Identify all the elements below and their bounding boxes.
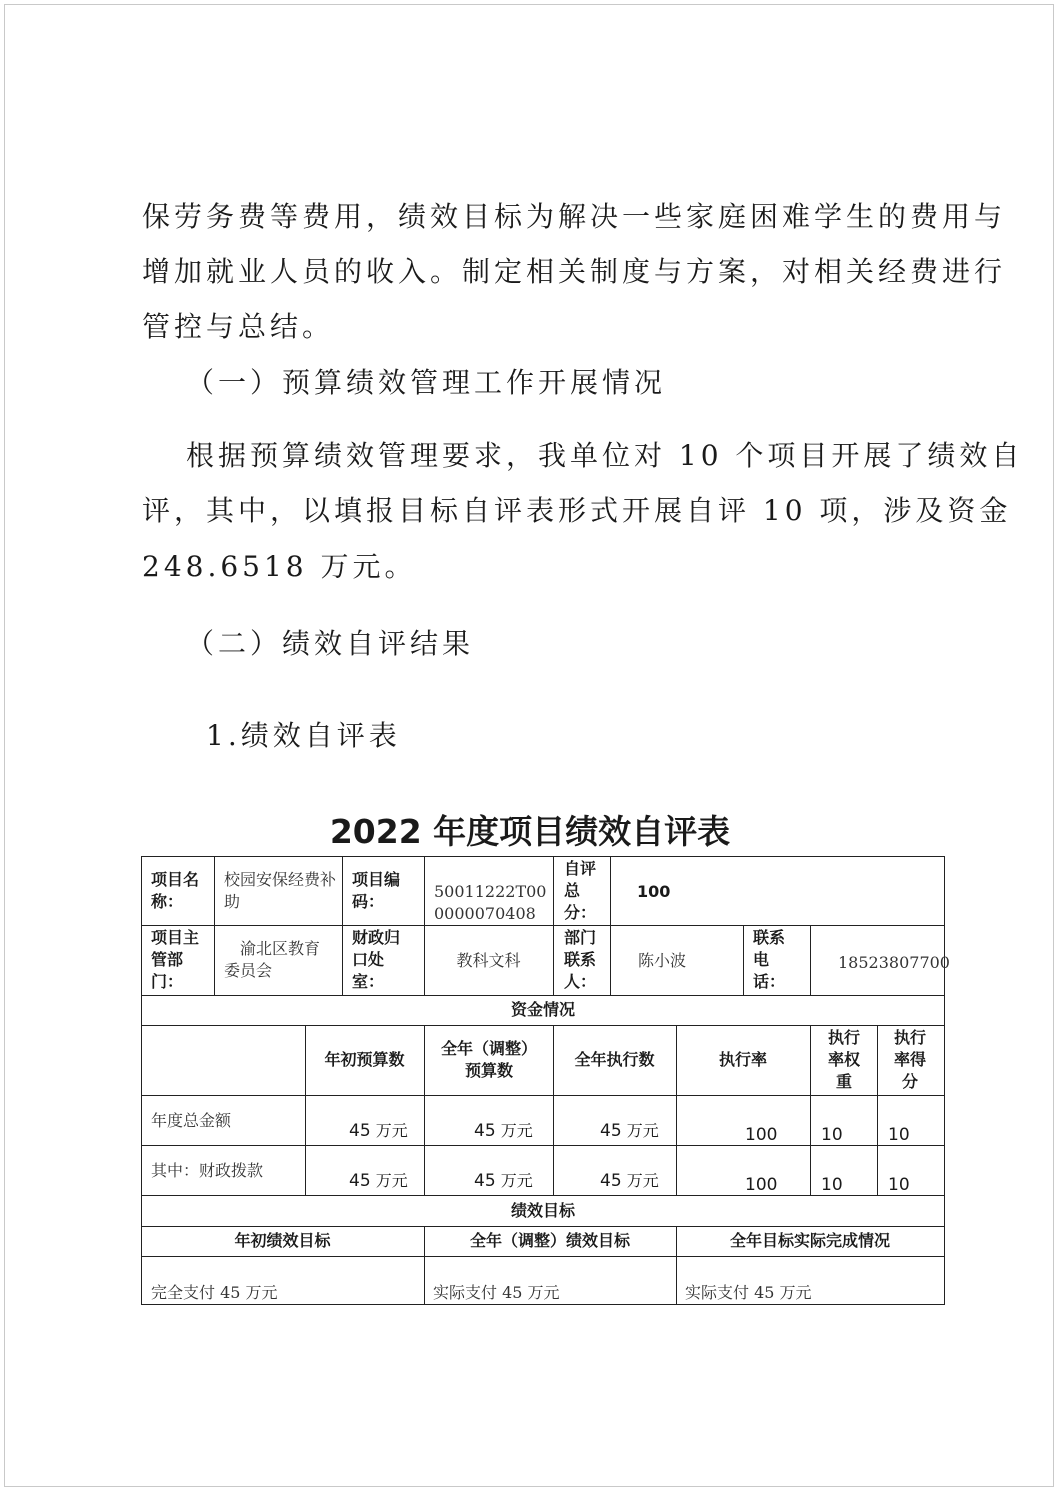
row-label-fiscal: 其中：财政拨款 <box>151 1161 264 1180</box>
goals-header: 绩效目标 <box>510 1201 575 1220</box>
rate-score-fiscal: 10 <box>888 1175 910 1195</box>
execution-rate-total: 100 <box>745 1125 778 1145</box>
goal-col-initial: 年初绩效目标 <box>234 1231 331 1250</box>
goal-col-actual: 全年目标实际完成情况 <box>729 1231 890 1250</box>
table-title: 2022 年度项目绩效自评表 <box>329 812 731 851</box>
self-score-label: 自评总分： <box>564 859 597 922</box>
executed-total: 45 万元 <box>600 1121 659 1141</box>
adjusted-budget-fiscal: 45 万元 <box>474 1171 533 1191</box>
dept-label: 项目主管部门： <box>151 928 200 991</box>
rate-weight-total: 10 <box>821 1125 843 1145</box>
paragraph-line: 管控与总结。 <box>142 310 335 343</box>
col-execution-rate: 执行率 <box>718 1050 767 1069</box>
rate-score-total: 10 <box>888 1125 910 1145</box>
project-code-value: 50011222T000000070408 <box>434 882 547 923</box>
goal-actual-value: 实际支付 45 万元 <box>685 1283 812 1302</box>
project-name-label: 项目名称： <box>151 870 200 911</box>
contact-label: 部门联系人： <box>564 928 597 991</box>
col-rate-weight: 执行率权重 <box>827 1028 860 1091</box>
phone-value: 18523807700 <box>838 953 950 972</box>
self-score-value: 100 <box>637 882 671 901</box>
phone-label: 联系电话： <box>753 928 786 991</box>
section-heading-1: （一）预算绩效管理工作开展情况 <box>186 366 667 399</box>
paragraph-line: 根据预算绩效管理要求，我单位对 10 个项目开展了绩效自 <box>186 439 1024 472</box>
goal-initial-value: 完全支付 45 万元 <box>151 1283 278 1302</box>
initial-budget-total: 45 万元 <box>349 1121 408 1141</box>
paragraph-line: 保劳务费等费用，绩效目标为解决一些家庭困难学生的费用与 <box>142 200 1007 233</box>
rate-weight-fiscal: 10 <box>821 1175 843 1195</box>
section-heading-2: （二）绩效自评结果 <box>186 627 475 660</box>
paragraph-line: 增加就业人员的收入。制定相关制度与方案，对相关经费进行 <box>142 255 1007 288</box>
col-rate-score: 执行率得分 <box>893 1028 926 1091</box>
dept-value: 渝北区教育委员会 <box>224 939 321 980</box>
execution-rate-fiscal: 100 <box>745 1175 778 1195</box>
finance-office-label: 财政归口处室： <box>352 928 401 991</box>
paragraph-line: 248.6518 万元。 <box>142 550 417 583</box>
col-adjusted-budget: 全年（调整）预算数 <box>440 1039 537 1080</box>
initial-budget-fiscal: 45 万元 <box>349 1171 408 1191</box>
adjusted-budget-total: 45 万元 <box>474 1121 533 1141</box>
goal-adjusted-value: 实际支付 45 万元 <box>433 1283 560 1302</box>
col-initial-budget: 年初预算数 <box>324 1050 405 1069</box>
col-executed: 全年执行数 <box>574 1050 655 1069</box>
project-code-label: 项目编码： <box>352 870 401 911</box>
finance-office-value: 教科文科 <box>456 951 521 970</box>
funds-header: 资金情况 <box>510 1000 575 1019</box>
paragraph-line: 评，其中，以填报目标自评表形式开展自评 10 项，涉及资金 <box>142 494 1012 527</box>
goal-col-adjusted: 全年（调整）绩效目标 <box>469 1231 630 1250</box>
project-name-value: 校园安保经费补助 <box>224 870 337 911</box>
contact-value: 陈小波 <box>638 951 687 970</box>
executed-fiscal: 45 万元 <box>600 1171 659 1191</box>
row-label-total: 年度总金额 <box>151 1111 232 1130</box>
section-heading-3: 1.绩效自评表 <box>206 719 401 752</box>
